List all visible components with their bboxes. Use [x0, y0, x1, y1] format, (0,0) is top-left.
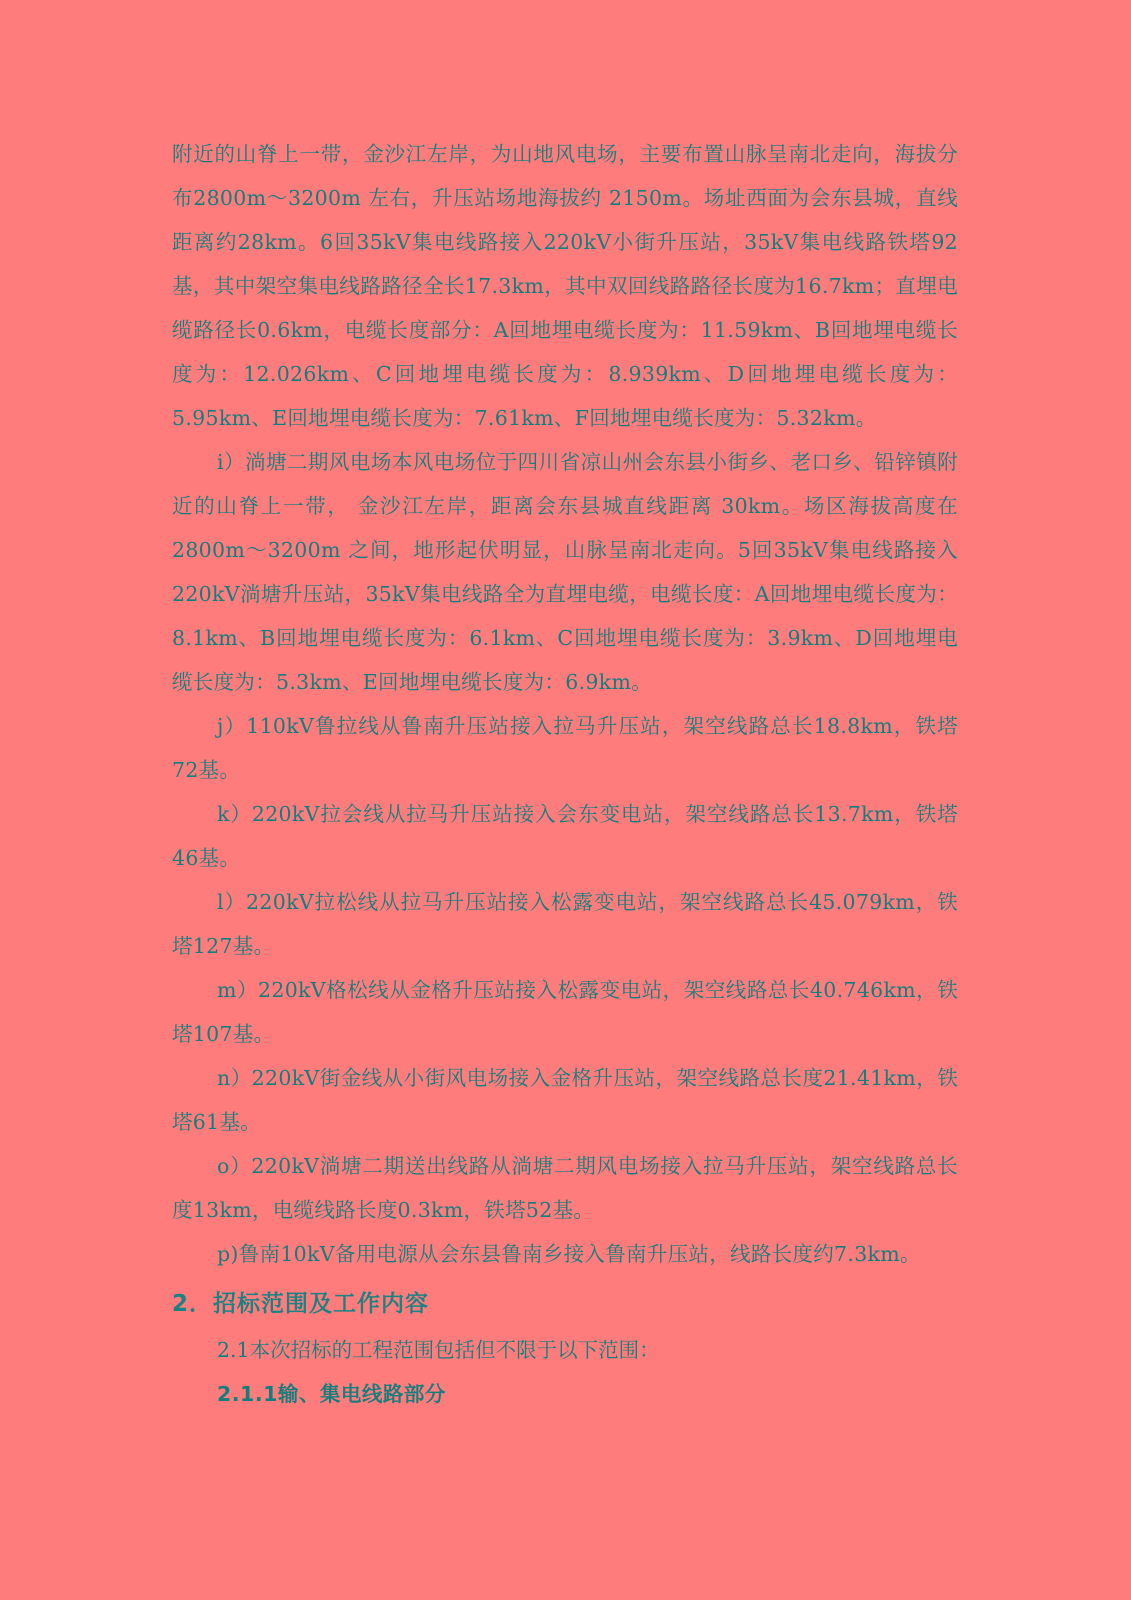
section-heading: 2．招标范围及工作内容: [172, 1291, 430, 1317]
document-page: [172, 132, 958, 1416]
paragraph-item-n: n）220kV街金线从小街风电场接入金格升压站，架空线路总长度21.41km，铁塔61基。: [172, 1066, 958, 1134]
paragraph-xiaojie-wind-farm: 附近的山脊上一带，金沙江左岸，为山地风电场，主要布置山脉呈南北走向，海拔分布2800m～3200m 左右，升压站场地海拔约 2150m。场址西面为会东县城，直线距离约28km。6回35kV集电线路接入220kV小街升压站，35kV集电线路铁塔92基，其中架空集电线路路径全长17.3km，其中双回线路路径长度为16.7km；直埋电缆路径长0.6km，电缆长度部分：A回地埋电缆长度为：11.59km、B回地埋电缆长度为：12.026km、C回地埋电缆长度为：8.939km、D回地埋电缆长度为：5.95km、E回地埋电缆长度为：7.61km、F回地埋电缆长度为：5.32km。: [172, 142, 958, 430]
paragraph-item-m: m）220kV格松线从金格升压站接入松露变电站，架空线路总长40.746km，铁塔107基。: [172, 978, 958, 1046]
paragraph-item-p: p)鲁南10kV备用电源从会东县鲁南乡接入鲁南升压站，线路长度约7.3km。: [217, 1242, 921, 1266]
paragraph-item-k: k）220kV拉会线从拉马升压站接入会东变电站，架空线路总长13.7km，铁塔46基。: [172, 802, 958, 870]
paragraph-item-i: i）淌塘二期风电场本风电场位于四川省凉山州会东县小街乡、老口乡、铅锌镇附近的山脊上一带， 金沙江左岸，距离会东县城直线距离 30km。场区海拔高度在 2800m～3200m 之间，地形起伏明显，山脉呈南北走向。5回35kV集电线路接入220kV淌塘升压站，35kV集电线路全为直埋电缆，电缆长度：A回地埋电缆长度为：8.1km、B回地埋电缆长度为：6.1km、C回地埋电缆长度为：3.9km、D回地埋电缆长度为：5.3km、E回地埋电缆长度为：6.9km。: [172, 450, 958, 694]
subsection-heading: 2.1.1输、集电线路部分: [217, 1382, 446, 1406]
paragraph-item-o: o）220kV淌塘二期送出线路从淌塘二期风电场接入拉马升压站，架空线路总长度13km，电缆线路长度0.3km，铁塔52基。: [172, 1154, 958, 1222]
scope-line: 2.1本次招标的工程范围包括但不限于以下范围：: [217, 1338, 660, 1362]
paragraph-item-l: l）220kV拉松线从拉马升压站接入松露变电站，架空线路总长45.079km，铁塔127基。: [172, 890, 958, 958]
paragraph-item-j: j）110kV鲁拉线从鲁南升压站接入拉马升压站，架空线路总长18.8km，铁塔72基。: [172, 714, 958, 782]
